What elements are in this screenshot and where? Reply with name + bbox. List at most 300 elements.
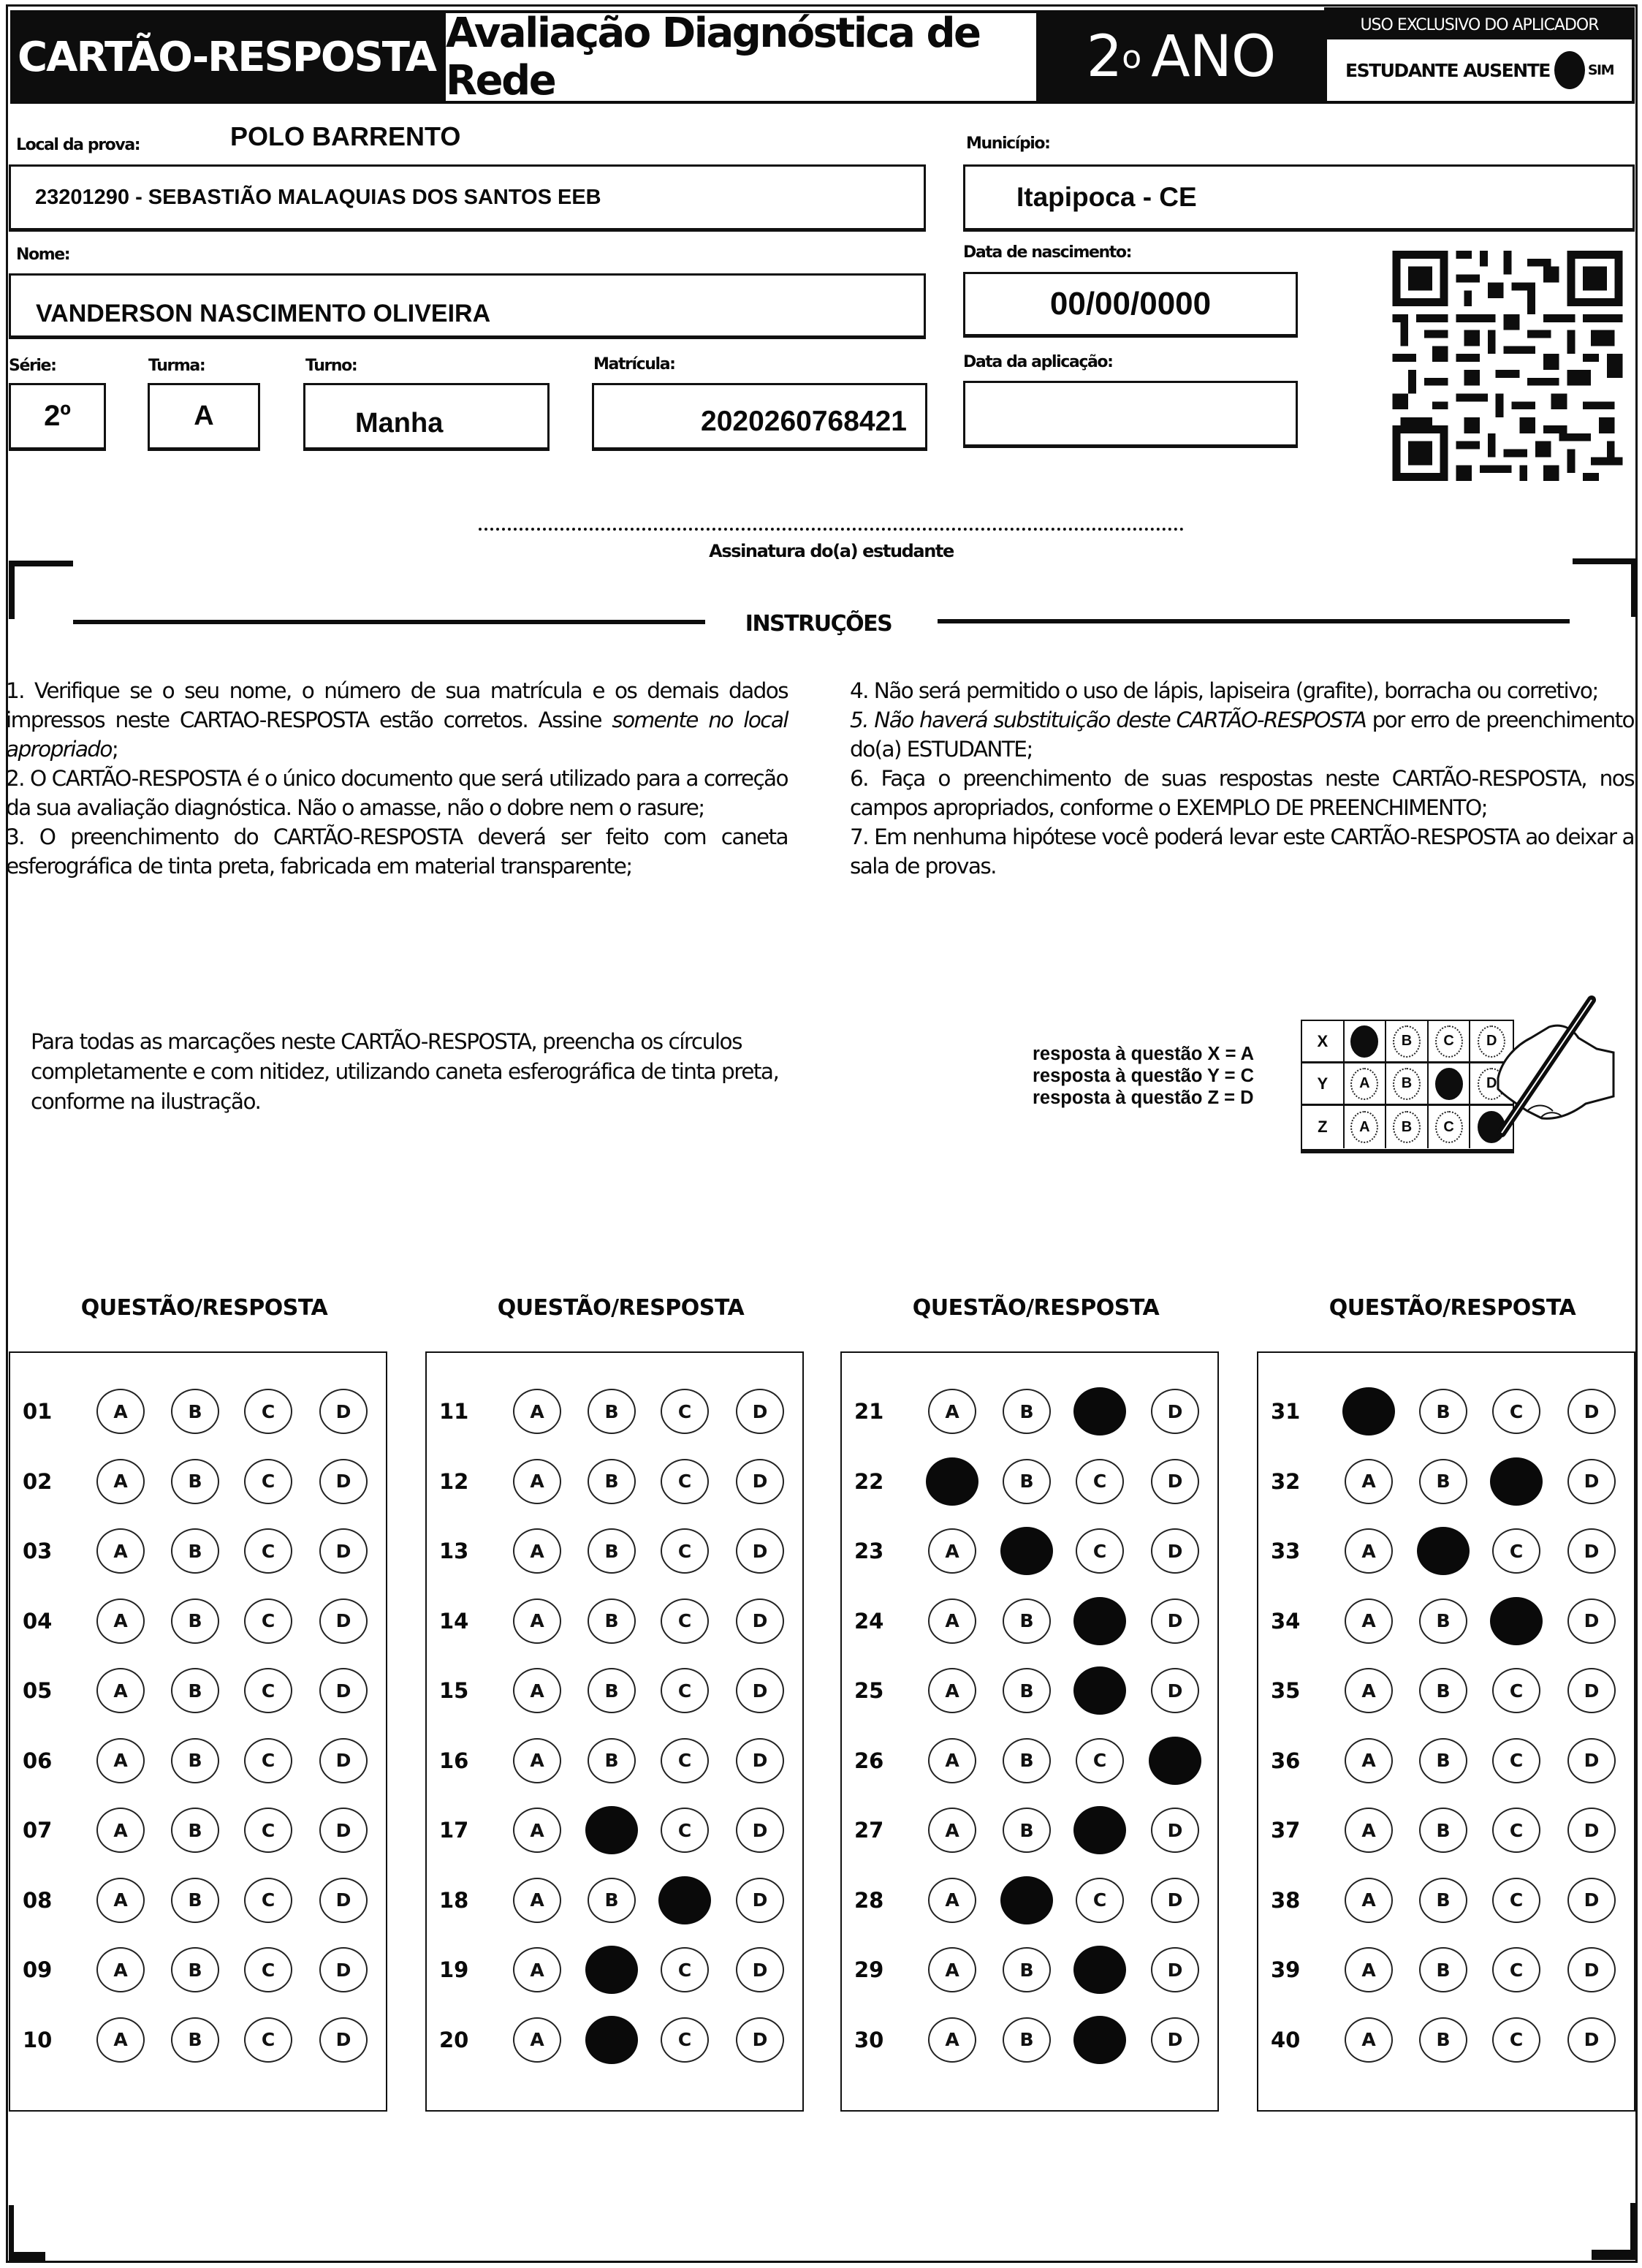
answer-bubble[interactable]: C xyxy=(661,1528,709,1574)
question-row xyxy=(10,1386,386,1437)
question-number: 39 xyxy=(1271,1957,1301,1982)
turno-field xyxy=(303,383,550,451)
grade-number: 2 xyxy=(1086,24,1122,90)
answer-bubble[interactable]: A xyxy=(928,1389,976,1434)
example-bubble: B xyxy=(1393,1068,1421,1100)
answer-bubble[interactable]: D xyxy=(1567,1878,1616,1923)
question-number: 12 xyxy=(439,1468,469,1494)
answer-bubble[interactable]: B xyxy=(1003,1598,1051,1644)
answer-bubble[interactable]: B xyxy=(1003,2017,1051,2063)
answer-bubble[interactable]: A xyxy=(513,1389,561,1434)
question-column-header: QUESTÃO/RESPOSTA xyxy=(497,1295,745,1321)
answer-bubble[interactable]: D xyxy=(1567,1947,1616,1992)
example-option-cell xyxy=(1429,1021,1471,1061)
question-column-box xyxy=(425,1351,804,2112)
question-number: 17 xyxy=(439,1818,469,1843)
question-row xyxy=(10,1805,386,1856)
question-number: 30 xyxy=(854,2027,884,2052)
question-number: 40 xyxy=(1271,2027,1301,2052)
answer-bubble[interactable]: D xyxy=(319,1738,368,1783)
answer-bubble[interactable]: B xyxy=(588,1389,636,1434)
nascimento-field xyxy=(963,272,1298,338)
question-row xyxy=(10,1944,386,1995)
question-number: 31 xyxy=(1271,1399,1301,1424)
answer-bubble[interactable]: B xyxy=(588,1878,636,1923)
question-number: 07 xyxy=(23,1818,53,1843)
question-number: 14 xyxy=(439,1608,469,1634)
answer-bubble[interactable]: A xyxy=(96,1598,145,1644)
answer-bubble[interactable]: C xyxy=(244,1389,292,1434)
answer-bubble[interactable]: B xyxy=(1003,1808,1051,1853)
example-option-cell xyxy=(1345,1106,1387,1148)
answer-bubble[interactable]: A xyxy=(1345,1668,1393,1713)
example-option-cell xyxy=(1386,1021,1429,1061)
question-number: 33 xyxy=(1271,1539,1301,1563)
answer-bubble[interactable]: B xyxy=(1419,1947,1467,1992)
answer-bubble[interactable]: C xyxy=(244,1738,292,1783)
local-label: Local da prova: xyxy=(16,136,140,154)
aplicacao-label: Data da aplicação: xyxy=(963,353,1113,371)
answer-bubble[interactable]: D xyxy=(319,1668,368,1713)
answer-bubble[interactable]: A xyxy=(513,1459,561,1504)
question-row xyxy=(10,1596,386,1647)
answer-bubble[interactable]: D xyxy=(1567,1389,1616,1434)
answer-bubble[interactable]: B xyxy=(1003,1738,1051,1783)
example-legend xyxy=(1033,1043,1254,1109)
question-row xyxy=(842,1665,1217,1716)
answer-bubble[interactable]: A xyxy=(96,2017,145,2063)
answer-bubble[interactable]: B xyxy=(588,1598,636,1644)
answer-bubble-filled[interactable] xyxy=(1073,1666,1126,1715)
answer-bubble[interactable]: D xyxy=(736,1878,784,1923)
answer-bubble[interactable]: B xyxy=(171,2017,219,2063)
question-row xyxy=(427,1456,802,1507)
question-number: 05 xyxy=(23,1678,53,1703)
question-number: 06 xyxy=(23,1748,53,1773)
matricula-label: Matrícula: xyxy=(593,355,675,373)
answer-bubble[interactable]: C xyxy=(244,1598,292,1644)
example-question-label: Y xyxy=(1302,1063,1345,1104)
answer-bubble[interactable]: A xyxy=(96,1808,145,1853)
question-row xyxy=(1258,1944,1634,1995)
example-bubble: D xyxy=(1478,1025,1505,1058)
answer-bubble[interactable]: C xyxy=(1076,1459,1124,1504)
answer-bubble[interactable]: B xyxy=(588,1738,636,1783)
student-absent-option: SIM xyxy=(1587,62,1614,78)
answer-bubble[interactable]: D xyxy=(1151,1459,1199,1504)
turma-label: Turma: xyxy=(148,357,205,375)
answer-bubble[interactable]: B xyxy=(588,1528,636,1574)
corner-mark-bottom-right xyxy=(1592,2203,1635,2260)
example-option-cell xyxy=(1345,1021,1387,1061)
serie-value: 2º xyxy=(44,400,71,432)
question-row xyxy=(1258,1456,1634,1507)
grade-ordinal: o xyxy=(1122,38,1141,76)
question-row xyxy=(842,1805,1217,1856)
question-row xyxy=(1258,2014,1634,2066)
answer-bubble[interactable]: C xyxy=(661,1947,709,1992)
question-row xyxy=(1258,1735,1634,1786)
answer-bubble[interactable]: A xyxy=(928,1598,976,1644)
question-number: 11 xyxy=(439,1399,469,1424)
answer-bubble[interactable]: D xyxy=(736,1459,784,1504)
answer-bubble[interactable]: D xyxy=(1151,1808,1199,1853)
answer-bubble[interactable]: B xyxy=(171,1947,219,1992)
question-row xyxy=(1258,1665,1634,1716)
example-bubble: B xyxy=(1393,1111,1421,1143)
question-column-box xyxy=(9,1351,387,2112)
question-number: 34 xyxy=(1271,1608,1301,1634)
answer-bubble[interactable]: D xyxy=(736,1808,784,1853)
answer-bubble[interactable]: D xyxy=(736,1668,784,1713)
question-number: 24 xyxy=(854,1608,884,1634)
question-number: 22 xyxy=(854,1468,884,1494)
answer-bubble[interactable]: D xyxy=(1151,1878,1199,1923)
answer-bubble-filled[interactable] xyxy=(1073,1806,1126,1854)
answer-bubble-filled[interactable] xyxy=(1073,2016,1126,2064)
turma-field xyxy=(148,383,260,451)
answer-bubble[interactable]: B xyxy=(1419,1878,1467,1923)
answer-bubble-filled[interactable] xyxy=(1000,1527,1053,1575)
answer-bubble[interactable]: B xyxy=(171,1668,219,1713)
example-bubble: A xyxy=(1350,1068,1378,1100)
answer-bubble[interactable]: C xyxy=(244,1947,292,1992)
answer-bubble[interactable]: B xyxy=(1003,1389,1051,1434)
answer-bubble[interactable]: D xyxy=(1567,1528,1616,1574)
answer-bubble-filled[interactable] xyxy=(585,1806,638,1854)
answer-bubble-filled[interactable] xyxy=(585,1946,638,1994)
answer-bubble[interactable]: C xyxy=(661,1598,709,1644)
answer-bubble[interactable]: C xyxy=(1492,1808,1540,1853)
answer-bubble[interactable]: C xyxy=(1076,1878,1124,1923)
answer-bubble[interactable]: A xyxy=(1345,1878,1393,1923)
example-bubble: C xyxy=(1435,1025,1463,1058)
answer-bubble[interactable]: B xyxy=(1419,1668,1467,1713)
answer-bubble[interactable]: D xyxy=(1567,1808,1616,1853)
student-absent-label: ESTUDANTE AUSENTE xyxy=(1345,59,1550,81)
question-number: 21 xyxy=(854,1399,884,1424)
answer-bubble[interactable]: B xyxy=(171,1389,219,1434)
answer-bubble[interactable]: C xyxy=(244,1528,292,1574)
answer-bubble[interactable]: D xyxy=(1567,1598,1616,1644)
answer-bubble[interactable]: A xyxy=(1345,1738,1393,1783)
answer-bubble-filled[interactable] xyxy=(926,1457,978,1506)
answer-bubble-filled[interactable] xyxy=(1149,1737,1201,1785)
answer-bubble[interactable]: D xyxy=(1151,1389,1199,1434)
answer-bubble[interactable]: C xyxy=(1492,1947,1540,1992)
answer-bubble[interactable]: D xyxy=(736,2017,784,2063)
student-absent-field xyxy=(1327,39,1632,101)
applicator-box xyxy=(1324,7,1635,104)
answer-bubble[interactable]: A xyxy=(513,1738,561,1783)
answer-bubble[interactable]: D xyxy=(736,1738,784,1783)
answer-bubble[interactable]: B xyxy=(171,1738,219,1783)
answer-bubble-filled[interactable] xyxy=(658,1876,711,1924)
answer-bubble[interactable]: A xyxy=(928,1808,976,1853)
question-row xyxy=(427,1525,802,1577)
instructions-right-column xyxy=(850,676,1634,881)
instruction-7: 7. Em nenhuma hipótese você poderá levar este CARTÃO-RESPOSTA ao deixar a sala de provas. xyxy=(850,824,1634,879)
question-row xyxy=(427,1735,802,1786)
answer-bubble[interactable]: A xyxy=(928,1947,976,1992)
example-bubble: C xyxy=(1435,1111,1463,1143)
answer-bubble[interactable]: C xyxy=(1076,1738,1124,1783)
question-number: 29 xyxy=(854,1957,884,1982)
municipio-value: Itapipoca - CE xyxy=(1016,182,1197,212)
example-fill-grid xyxy=(1301,1020,1514,1153)
answer-bubble[interactable]: A xyxy=(928,1878,976,1923)
answer-bubble-filled[interactable] xyxy=(1000,1876,1053,1924)
answer-bubble[interactable]: B xyxy=(1003,1947,1051,1992)
question-number: 18 xyxy=(439,1887,469,1913)
answer-bubble[interactable]: A xyxy=(1345,1598,1393,1644)
answer-bubble[interactable]: C xyxy=(1492,1738,1540,1783)
answer-bubble[interactable]: D xyxy=(1567,1459,1616,1504)
example-row xyxy=(1302,1106,1513,1148)
question-column-header: QUESTÃO/RESPOSTA xyxy=(912,1295,1160,1321)
question-row xyxy=(842,1944,1217,1995)
question-number: 03 xyxy=(23,1539,53,1563)
answer-bubble[interactable]: C xyxy=(244,1459,292,1504)
answer-bubble-filled[interactable] xyxy=(1073,1946,1126,1994)
answer-bubble[interactable]: C xyxy=(1492,1528,1540,1574)
question-row xyxy=(427,1596,802,1647)
answer-bubble[interactable]: D xyxy=(736,1598,784,1644)
answer-bubble[interactable]: C xyxy=(1076,1528,1124,1574)
answer-bubble[interactable]: B xyxy=(1003,1459,1051,1504)
answer-bubble[interactable]: A xyxy=(96,1738,145,1783)
answer-bubble[interactable]: D xyxy=(736,1947,784,1992)
nome-value: VANDERSON NASCIMENTO OLIVEIRA xyxy=(36,299,491,327)
answer-bubble[interactable]: D xyxy=(319,1947,368,1992)
question-row xyxy=(427,1386,802,1437)
student-absent-bubble[interactable] xyxy=(1554,51,1585,89)
answer-bubble[interactable]: D xyxy=(736,1389,784,1434)
answer-bubble-filled[interactable] xyxy=(1490,1457,1543,1506)
answer-bubble[interactable]: C xyxy=(661,1808,709,1853)
question-row xyxy=(10,1735,386,1786)
example-bubble-filled xyxy=(1435,1068,1463,1100)
question-number: 09 xyxy=(23,1957,53,1982)
qr-code xyxy=(1392,251,1623,481)
answer-bubble[interactable]: B xyxy=(588,1459,636,1504)
answer-bubble[interactable]: D xyxy=(1567,1738,1616,1783)
example-legend-line: resposta à questão Z = D xyxy=(1033,1088,1254,1108)
answer-bubble[interactable]: B xyxy=(1419,1598,1467,1644)
serie-field xyxy=(9,383,106,451)
answer-bubble[interactable]: A xyxy=(513,2017,561,2063)
applicator-box-title: USO EXCLUSIVO DO APLICADOR xyxy=(1327,10,1632,39)
instruction-6: 6. Faça o preenchimento de suas respostas neste CARTÃO-RESPOSTA, nos campos apropriados, conforme o EXEMPLO DE PREENCHIMENTO; xyxy=(850,766,1634,820)
answer-bubble[interactable]: B xyxy=(1419,1808,1467,1853)
answer-bubble[interactable]: D xyxy=(1151,1947,1199,1992)
question-column-box xyxy=(840,1351,1219,2112)
answer-bubble[interactable]: C xyxy=(1492,2017,1540,2063)
question-row xyxy=(1258,1596,1634,1647)
answer-bubble[interactable]: D xyxy=(1567,2017,1616,2063)
question-row xyxy=(842,1596,1217,1647)
answer-bubble[interactable]: A xyxy=(1345,1947,1393,1992)
question-row xyxy=(10,2014,386,2066)
example-legend-line: resposta à questão X = A xyxy=(1033,1044,1255,1064)
instruction-3: 3. O preenchimento do CARTÃO-RESPOSTA deverá ser feito com caneta esferográfica de tinta preta, fabricada em material transparente; xyxy=(6,824,788,879)
answer-bubble-filled[interactable] xyxy=(1417,1527,1470,1575)
example-option-cell xyxy=(1386,1063,1429,1104)
answer-bubble-filled[interactable] xyxy=(585,2016,638,2064)
answer-bubble[interactable]: B xyxy=(1003,1668,1051,1713)
answer-bubble[interactable]: D xyxy=(319,1459,368,1504)
answer-bubble[interactable]: C xyxy=(661,2017,709,2063)
school-field xyxy=(9,164,926,232)
question-row xyxy=(842,2014,1217,2066)
question-number: 13 xyxy=(439,1539,469,1563)
answer-bubble[interactable]: A xyxy=(96,1668,145,1713)
question-number: 32 xyxy=(1271,1468,1301,1494)
question-number: 02 xyxy=(23,1468,53,1494)
answer-bubble[interactable]: D xyxy=(1151,1528,1199,1574)
answer-bubble[interactable]: A xyxy=(928,1738,976,1783)
question-row xyxy=(10,1456,386,1507)
answer-bubble[interactable]: B xyxy=(1419,1738,1467,1783)
answer-bubble[interactable]: C xyxy=(244,1878,292,1923)
answer-bubble[interactable]: A xyxy=(1345,1459,1393,1504)
answer-bubble[interactable]: B xyxy=(171,1598,219,1644)
signature-line[interactable] xyxy=(479,528,1184,531)
answer-bubble[interactable]: B xyxy=(1419,1459,1467,1504)
question-row xyxy=(427,2014,802,2066)
answer-bubble[interactable]: D xyxy=(1567,1668,1616,1713)
polo-value: POLO BARRENTO xyxy=(230,121,461,151)
answer-bubble[interactable]: D xyxy=(319,1528,368,1574)
answer-bubble[interactable]: A xyxy=(1345,1528,1393,1574)
answer-bubble[interactable]: A xyxy=(513,1668,561,1713)
answer-bubble[interactable]: C xyxy=(661,1389,709,1434)
answer-bubble[interactable]: D xyxy=(319,1808,368,1853)
answer-bubble[interactable]: B xyxy=(1419,2017,1467,2063)
question-row xyxy=(427,1805,802,1856)
answer-bubble[interactable]: A xyxy=(1345,2017,1393,2063)
answer-bubble[interactable]: A xyxy=(96,1389,145,1434)
answer-bubble-filled[interactable] xyxy=(1490,1597,1543,1645)
answer-bubble-filled[interactable] xyxy=(1342,1387,1395,1435)
answer-bubble[interactable]: C xyxy=(1492,1878,1540,1923)
turma-value: A xyxy=(194,401,214,431)
answer-bubble[interactable]: C xyxy=(661,1668,709,1713)
answer-bubble[interactable]: C xyxy=(1492,1389,1540,1434)
instruction-2: 2. O CARTÃO-RESPOSTA é o único documento que será utilizado para a correção da sua avaliação diagnóstica. Não o amasse, não o dobre nem o rasure; xyxy=(6,766,788,820)
example-bubble: B xyxy=(1393,1025,1421,1058)
answer-bubble[interactable]: D xyxy=(736,1528,784,1574)
answer-bubble[interactable]: C xyxy=(661,1459,709,1504)
example-option-cell xyxy=(1429,1063,1471,1104)
answer-bubble[interactable]: D xyxy=(319,1389,368,1434)
answer-bubble[interactable]: B xyxy=(171,1528,219,1574)
school-value: 23201290 - SEBASTIÃO MALAQUIAS DOS SANTOS EEB xyxy=(35,185,601,209)
example-option-cell xyxy=(1429,1106,1471,1148)
answer-bubble[interactable]: B xyxy=(171,1808,219,1853)
question-row xyxy=(842,1525,1217,1577)
answer-bubble[interactable]: D xyxy=(1151,1598,1199,1644)
question-number: 25 xyxy=(854,1678,884,1703)
fill-instructions: Para todas as marcações neste CARTÃO-RESPOSTA, preencha os círculos completamente e com nitidez, utilizando caneta esferográfica de tinta preta, conforme na ilustração. xyxy=(31,1029,779,1114)
answer-bubble[interactable]: C xyxy=(661,1738,709,1783)
nascimento-label: Data de nascimento: xyxy=(963,243,1131,262)
answer-bubble[interactable]: C xyxy=(1492,1668,1540,1713)
serie-label: Série: xyxy=(9,357,56,375)
answer-bubble[interactable]: B xyxy=(171,1878,219,1923)
question-column-box xyxy=(1257,1351,1635,2112)
answer-bubble[interactable]: B xyxy=(1419,1389,1467,1434)
question-number: 26 xyxy=(854,1748,884,1773)
answer-bubble[interactable]: A xyxy=(928,2017,976,2063)
answer-bubble[interactable]: D xyxy=(1151,2017,1199,2063)
answer-bubble[interactable]: A xyxy=(928,1668,976,1713)
answer-bubble[interactable]: B xyxy=(171,1459,219,1504)
grade-word: ANO xyxy=(1151,24,1276,90)
answer-bubble[interactable]: B xyxy=(588,1668,636,1713)
hand-with-pen-icon xyxy=(1483,994,1630,1140)
example-question-label: Z xyxy=(1302,1106,1345,1148)
corner-mark-top-left xyxy=(9,561,73,619)
answer-bubble[interactable]: A xyxy=(513,1878,561,1923)
instructions-title: INSTRUÇÕES xyxy=(745,611,892,637)
card-title: CARTÃO-RESPOSTA xyxy=(10,10,443,104)
answer-bubble[interactable]: A xyxy=(513,1947,561,1992)
example-option-cell xyxy=(1345,1063,1387,1104)
turno-value: Manha xyxy=(355,408,444,439)
answer-bubble[interactable]: C xyxy=(244,2017,292,2063)
example-question-label: X xyxy=(1302,1021,1345,1061)
corner-mark-top-right xyxy=(1573,558,1637,617)
answer-bubble[interactable]: C xyxy=(244,1668,292,1713)
instruction-4: 4. Não será permitido o uso de lápis, lapiseira (grafite), borracha ou corretivo; xyxy=(850,678,1598,703)
answer-bubble[interactable]: D xyxy=(1151,1668,1199,1713)
question-number: 20 xyxy=(439,2027,469,2052)
answer-bubble[interactable]: A xyxy=(96,1947,145,1992)
instructions-left-column xyxy=(6,676,788,881)
corner-mark-bottom-left xyxy=(9,2205,45,2261)
answer-bubble[interactable]: D xyxy=(319,1598,368,1644)
answer-bubble[interactable]: A xyxy=(513,1598,561,1644)
example-bubble-filled xyxy=(1350,1025,1378,1058)
answer-bubble[interactable]: A xyxy=(96,1878,145,1923)
answer-bubble[interactable]: A xyxy=(513,1808,561,1853)
question-row xyxy=(1258,1386,1634,1437)
question-number: 01 xyxy=(23,1399,53,1424)
example-row xyxy=(1302,1063,1513,1106)
example-row xyxy=(1302,1021,1513,1063)
answer-bubble-filled[interactable] xyxy=(1073,1597,1126,1645)
question-row xyxy=(842,1735,1217,1786)
instructions-rule-right xyxy=(938,619,1570,623)
answer-bubble[interactable]: A xyxy=(96,1528,145,1574)
signature-label: Assinatura do(a) estudante xyxy=(709,541,954,561)
question-row xyxy=(427,1875,802,1926)
answer-bubble[interactable]: D xyxy=(319,2017,368,2063)
question-row xyxy=(1258,1525,1634,1577)
evaluation-title: Avaliação Diagnóstica de Rede xyxy=(443,10,1039,104)
answer-bubble-filled[interactable] xyxy=(1073,1387,1126,1435)
nome-label: Nome: xyxy=(16,246,70,264)
answer-bubble[interactable]: D xyxy=(319,1878,368,1923)
answer-bubble[interactable]: C xyxy=(244,1808,292,1853)
example-legend-line: resposta à questão Y = C xyxy=(1033,1066,1255,1086)
answer-bubble[interactable]: A xyxy=(1345,1808,1393,1853)
answer-bubble[interactable]: A xyxy=(928,1528,976,1574)
answer-bubble[interactable]: A xyxy=(96,1459,145,1504)
answer-bubble[interactable]: A xyxy=(513,1528,561,1574)
question-number: 37 xyxy=(1271,1818,1301,1843)
